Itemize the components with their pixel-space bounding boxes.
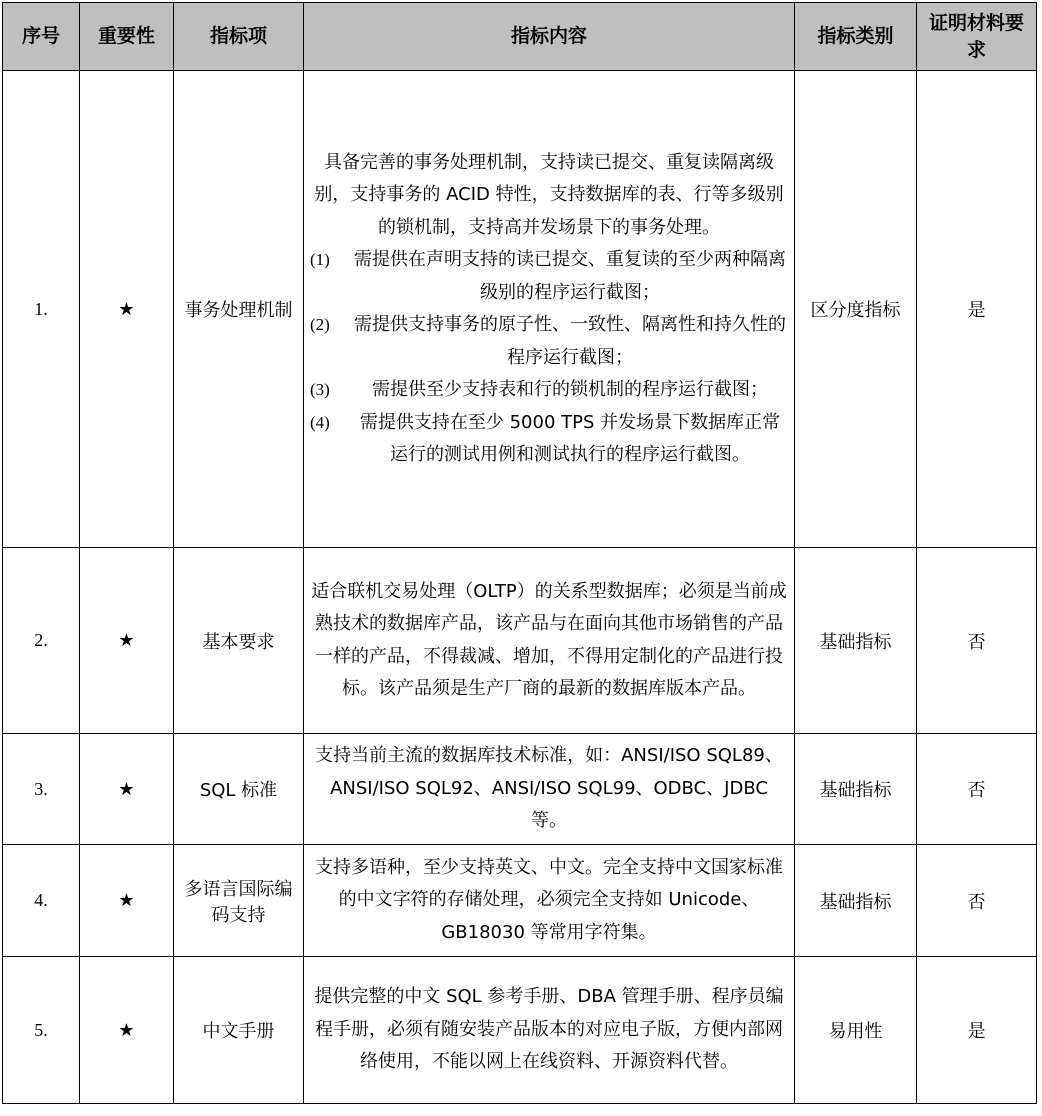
content-text: 具备完善的事务处理机制，支持读已提交、重复读隔离级别，支持事务的 ACID 特性，支持数据库的表、行等多级别的锁机制，支持高并发场景下的事务处理。	[314, 151, 784, 238]
subitem-text: 需提供支持事务的原子性、一致性、隔离性和持久性的程序运行截图；	[354, 314, 786, 368]
table-row	[3, 957, 1037, 1104]
subitem-text: 需提供在声明支持的读已提交、重复读的至少两种隔离级别的程序运行截图；	[354, 249, 786, 303]
content-subitem	[310, 309, 788, 374]
table-row	[3, 71, 1037, 548]
row-number: 3.	[3, 734, 80, 845]
importance-star: ★	[80, 957, 174, 1104]
header-proof: 证明材料要求	[917, 3, 1037, 71]
subitem-marker: (1)	[310, 250, 330, 269]
row-category: 易用性	[795, 957, 917, 1104]
row-content: 支持多语种，至少支持英文、中文。完全支持中文国家标准的中文字符的存储处理，必须完全支持如 Unicode、GB18030 等常用字符集。	[304, 845, 795, 957]
header-no: 序号	[3, 3, 80, 71]
row-category: 区分度指标	[795, 71, 917, 548]
subitem-text: 需提供支持在至少 5000 TPS 并发场景下数据库正常运行的测试用例和测试执行的程序运行截图。	[359, 411, 781, 465]
row-category: 基础指标	[795, 734, 917, 845]
table-row	[3, 734, 1037, 845]
table-row	[3, 548, 1037, 734]
subitem-marker: (2)	[310, 315, 330, 334]
spec-table-container	[2, 2, 1037, 1104]
row-item: 事务处理机制	[174, 71, 304, 548]
row-proof: 否	[917, 845, 1037, 957]
row-item: 基本要求	[174, 548, 304, 734]
subitem-marker: (4)	[310, 412, 330, 432]
spec-table	[2, 2, 1037, 1104]
header-item: 指标项	[174, 3, 304, 71]
content-subitem	[310, 407, 788, 472]
table-row	[3, 845, 1037, 957]
row-proof: 是	[917, 71, 1037, 548]
row-content: 支持当前主流的数据库技术标准，如：ANSI/ISO SQL89、ANSI/ISO SQL92、ANSI/ISO SQL99、ODBC、JDBC 等。	[304, 734, 795, 845]
row-item: 中文手册	[174, 957, 304, 1104]
row-number: 1.	[3, 71, 80, 548]
header-content: 指标内容	[304, 3, 795, 71]
importance-star: ★	[80, 845, 174, 957]
importance-star: ★	[80, 734, 174, 845]
row-category: 基础指标	[795, 548, 917, 734]
subitem-marker: (3)	[310, 380, 330, 399]
row-content: 适合联机交易处理（OLTP）的关系型数据库；必须是当前成熟技术的数据库产品，该产品与在面向其他市场销售的产品一样的产品，不得裁减、增加，不得用定制化的产品进行投标。该产品须是生产厂商的最新的数据库版本产品。	[304, 548, 795, 734]
importance-star: ★	[80, 71, 174, 548]
row-number: 2.	[3, 548, 80, 734]
header-category: 指标类别	[795, 3, 917, 71]
row-proof: 否	[917, 548, 1037, 734]
row-content	[304, 71, 795, 548]
row-content: 提供完整的中文 SQL 参考手册、DBA 管理手册、程序员编程手册，必须有随安装产品版本的对应电子版，方便内部网络使用，不能以网上在线资料、开源资料代替。	[304, 957, 795, 1104]
row-proof: 否	[917, 734, 1037, 845]
content-subitem	[310, 374, 788, 407]
row-number: 4.	[3, 845, 80, 957]
row-category: 基础指标	[795, 845, 917, 957]
row-item: 多语言国际编码支持	[174, 845, 304, 957]
subitem-text: 需提供至少支持表和行的锁机制的程序运行截图；	[372, 379, 768, 400]
content-subitem	[310, 244, 788, 309]
row-number: 5.	[3, 957, 80, 1104]
importance-star: ★	[80, 548, 174, 734]
row-item: SQL 标准	[174, 734, 304, 845]
header-importance: 重要性	[80, 3, 174, 71]
row-proof: 是	[917, 957, 1037, 1104]
header-row	[3, 3, 1037, 71]
